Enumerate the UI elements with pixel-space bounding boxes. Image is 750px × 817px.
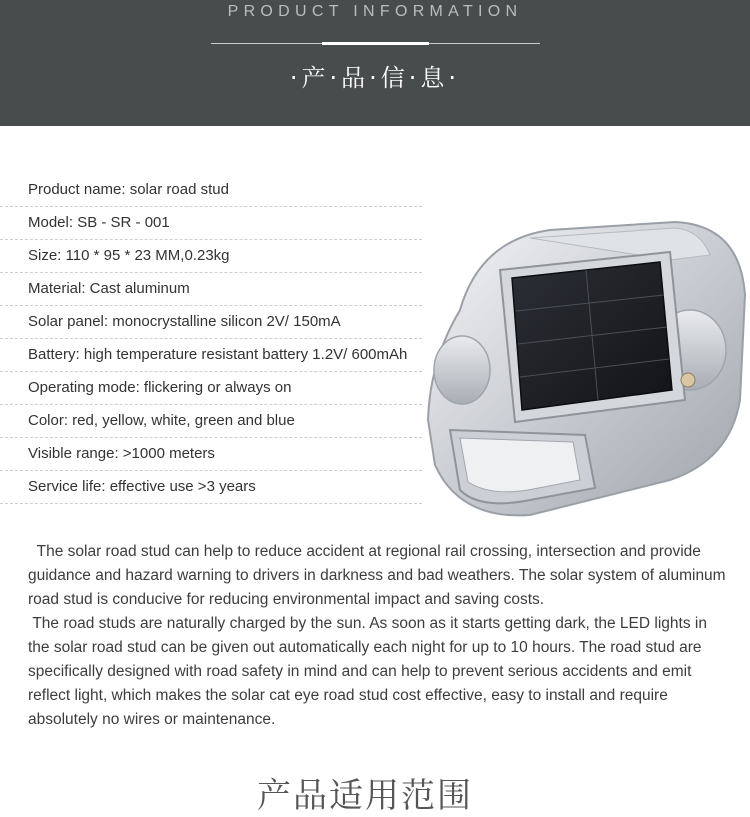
header-title-en: PRODUCT INFORMATION: [227, 3, 523, 20]
spec-item-visible-range: Visible range: >1000 meters: [0, 438, 440, 471]
spec-item-service-life: Service life: effective use >3 years: [0, 471, 440, 504]
header-title-cn: ·产·品·信·息·: [289, 64, 461, 92]
spec-item-color: Color: red, yellow, white, green and blue: [0, 405, 440, 438]
spec-item-model: Model: SB - SR - 001: [0, 207, 440, 240]
section-header: [0, 0, 750, 126]
spec-item-battery: Battery: high temperature resistant battery 1.2V/ 600mAh: [0, 339, 440, 372]
description-paragraph-2: The road studs are naturally charged by the sun. As soon as it starts getting dark, the LED lights in the solar road stud can be given out automatically each night for up to 10 hours. The road stud are specifically designed with road safety in mind and can help to prevent serious accidents and emit reflect light, which makes the solar cat eye road stud cost effective, easy to install and require absolutely no wires or maintenance.: [28, 615, 707, 728]
spec-item-product-name: Product name: solar road stud: [0, 174, 440, 207]
description-paragraph-1: The solar road stud can help to reduce accident at regional rail crossing, intersection and provide guidance and hazard warning to drivers in darkness and bad weathers. The solar system of aluminum road stud is conducive for reducing environmental impact and saving costs.: [28, 543, 726, 608]
spec-item-material: Material: Cast aluminum: [0, 273, 440, 306]
spec-item-size: Size: 110 * 95 * 23 MM,0.23kg: [0, 240, 440, 273]
spec-item-operating-mode: Operating mode: flickering or always on: [0, 372, 440, 405]
application-scope-title: 产品适用范围: [257, 776, 473, 816]
product-image: [420, 200, 750, 530]
spec-item-solar-panel: Solar panel: monocrystalline silicon 2V/ 150mA: [0, 306, 440, 339]
spec-list: [0, 174, 440, 504]
product-description: [28, 540, 728, 732]
header-divider-accent: [322, 42, 429, 45]
